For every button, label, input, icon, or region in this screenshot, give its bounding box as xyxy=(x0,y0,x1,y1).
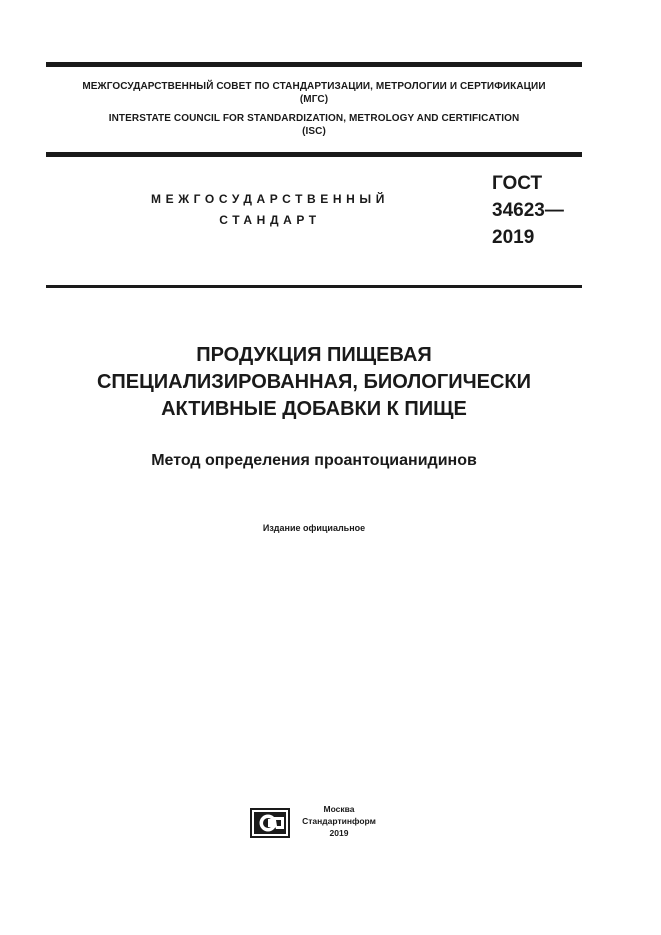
gost-year: 2019 xyxy=(492,227,535,248)
title-line1: ПРОДУКЦИЯ ПИЩЕВАЯ xyxy=(196,344,432,366)
publisher-year: 2019 xyxy=(329,828,349,838)
standard-type-line1: МЕЖГОСУДАРСТВЕННЫЙ xyxy=(151,192,389,206)
council-name-en xyxy=(46,112,582,138)
gost-number: 34623— xyxy=(492,200,564,221)
council-name-ru xyxy=(46,80,582,106)
middle-rule xyxy=(46,152,582,157)
publisher-name: Стандартинформ xyxy=(302,816,376,826)
gost-label: ГОСТ xyxy=(492,173,543,194)
title-line3: АКТИВНЫЕ ДОБАВКИ К ПИЩЕ xyxy=(161,398,467,420)
standard-type-line2: СТАНДАРТ xyxy=(219,213,321,227)
top-rule xyxy=(46,62,582,67)
document-subtitle: Метод определения проантоцианидинов xyxy=(151,452,477,469)
standard-type xyxy=(120,189,420,231)
document-title xyxy=(46,342,582,423)
gost-designation xyxy=(492,170,564,251)
council-name-en-line: INTERSTATE COUNCIL FOR STANDARDIZATION, METROLOGY AND CERTIFICATION xyxy=(108,113,520,124)
standartinform-logo-icon xyxy=(250,808,290,838)
publisher-block xyxy=(294,803,384,839)
council-abbr-ru: (МГС) xyxy=(299,94,329,105)
council-name-ru-line: МЕЖГОСУДАРСТВЕННЫЙ СОВЕТ ПО СТАНДАРТИЗАЦИИ, МЕТРОЛОГИИ И СЕРТИФИКАЦИИ xyxy=(82,81,546,92)
edition-note: Издание официальное xyxy=(262,523,366,533)
council-abbr-en: (ISC) xyxy=(302,126,326,137)
title-line2: СПЕЦИАЛИЗИРОВАННАЯ, БИОЛОГИЧЕСКИ xyxy=(96,371,531,393)
publisher-city: Москва xyxy=(323,804,355,814)
bottom-rule xyxy=(46,285,582,288)
